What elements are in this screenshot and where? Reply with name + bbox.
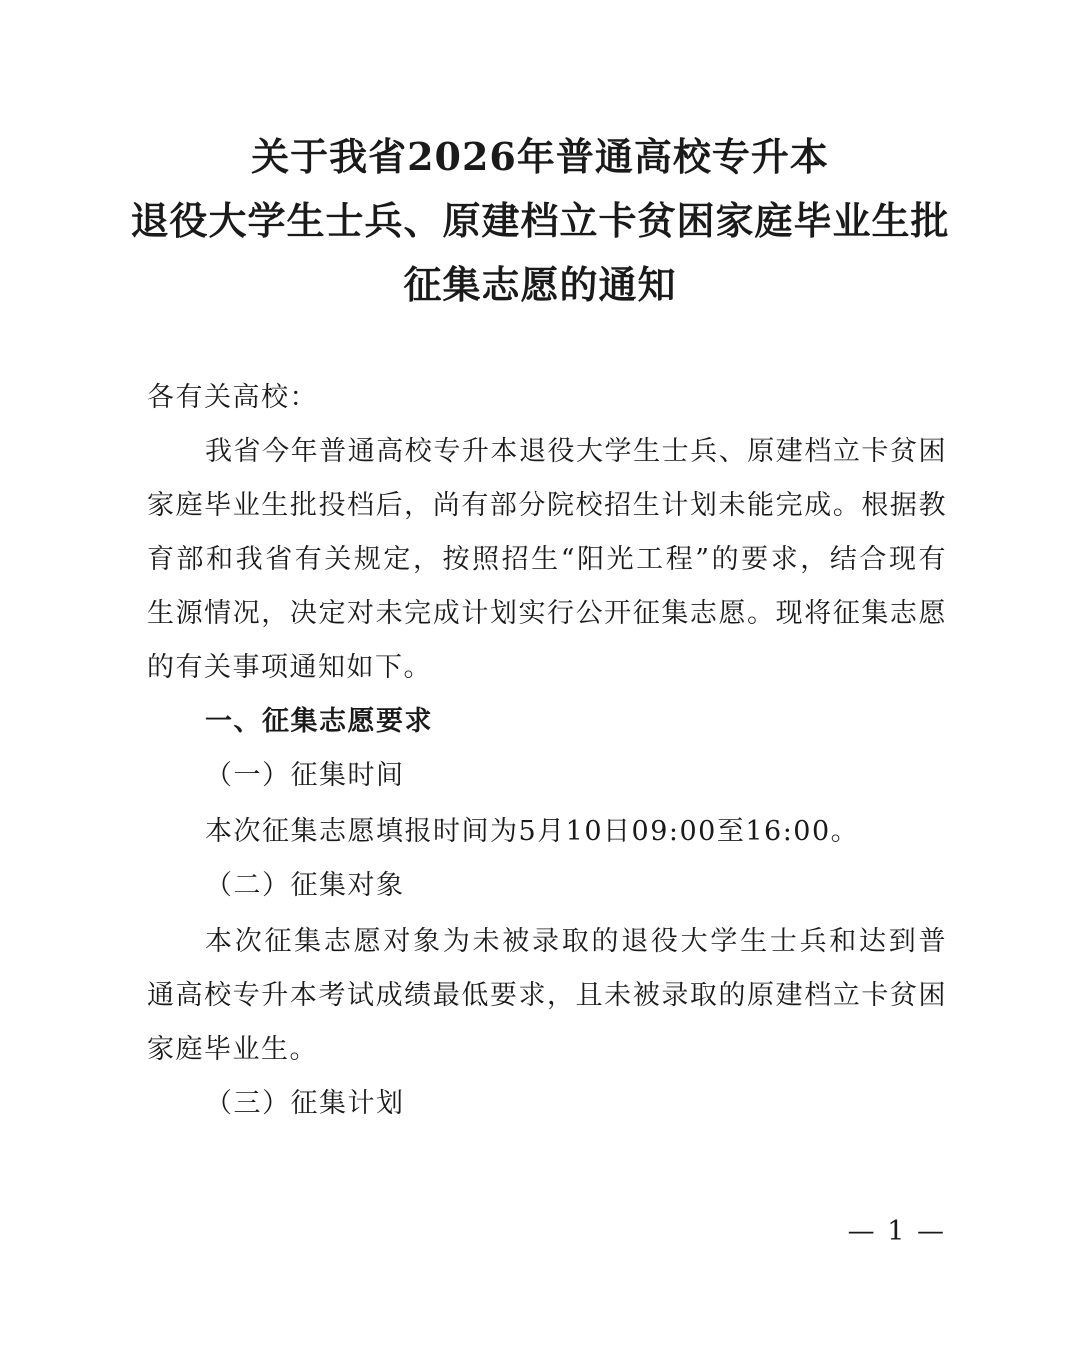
subsection-3-heading: （三）征集计划: [205, 1088, 405, 1119]
intro-line-4: 生源情况，决定对未完成计划实行公开征集志愿。现将征集志愿: [147, 598, 947, 629]
intro-line-5: 的有关事项通知如下。: [147, 652, 432, 683]
subsection-2-line-2: 通高校专升本考试成绩最低要求，且未被录取的原建档立卡贫困: [147, 980, 947, 1011]
subsection-2-line-1: 本次征集志愿对象为未被录取的退役大学生士兵和达到普: [205, 926, 947, 957]
subsection-2-heading: （二）征集对象: [205, 870, 405, 901]
subsection-1-text: 本次征集志愿填报时间为5月10日09:00至16:00。: [205, 816, 860, 847]
document-title-line-2: 退役大学生士兵、原建档立卡贫困家庭毕业生批: [130, 198, 950, 243]
subsection-1-heading: （一）征集时间: [205, 760, 405, 791]
document-title-line-1: 关于我省2026年普通高校专升本: [251, 134, 829, 179]
intro-line-1: 我省今年普通高校专升本退役大学生士兵、原建档立卡贫困: [205, 436, 947, 467]
subsection-2-line-3: 家庭毕业生。: [147, 1034, 318, 1065]
salutation: 各有关高校：: [147, 382, 318, 413]
document-title-line-3: 征集志愿的通知: [403, 262, 677, 307]
page-number: — 1 —: [847, 1216, 946, 1247]
intro-line-3: 育部和我省有关规定，按照招生“阳光工程”的要求，结合现有: [147, 544, 947, 575]
intro-line-2: 家庭毕业生批投档后，尚有部分院校招生计划未能完成。根据教: [147, 490, 947, 521]
section-1-heading: 一、征集志愿要求: [205, 706, 433, 737]
